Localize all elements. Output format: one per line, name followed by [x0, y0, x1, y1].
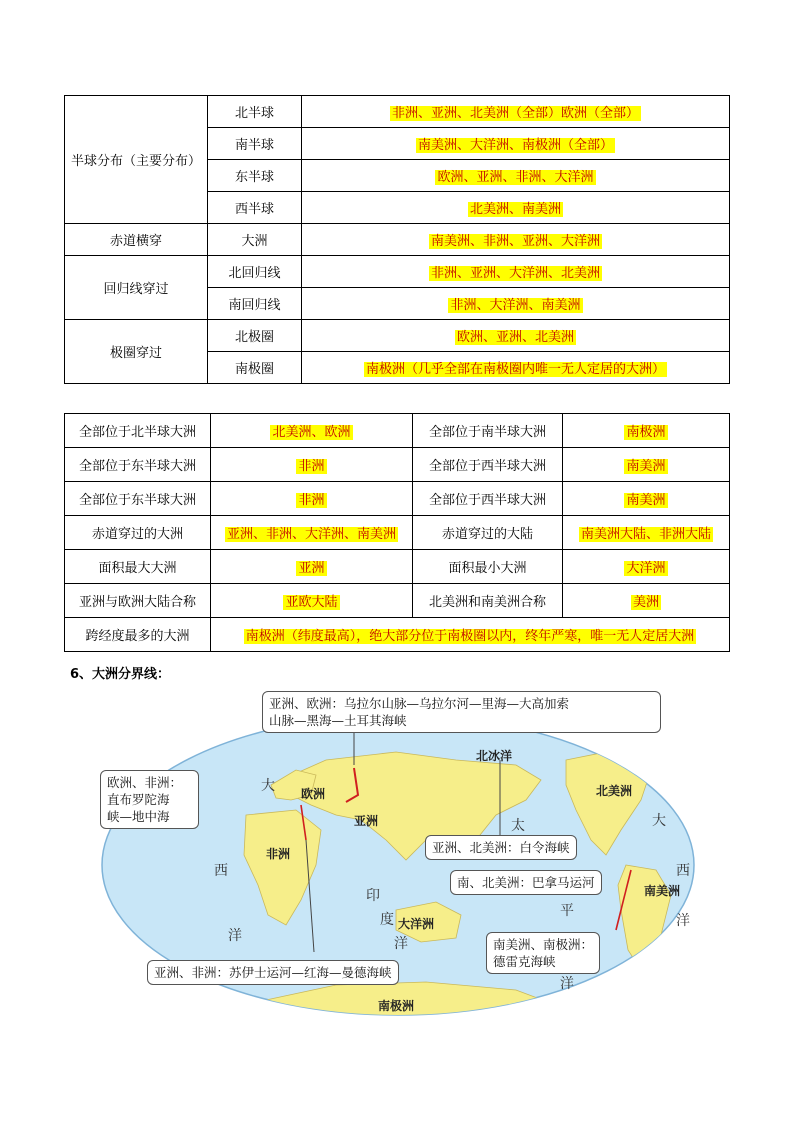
value-antarctic: 南极洲（几乎全部在南极圈内唯一无人定居的大洲）: [365, 362, 665, 377]
callout-text: 德雷克海峡: [493, 954, 556, 969]
row-key: 全部位于北半球大洲: [65, 414, 211, 448]
row-value: 亚洲、非洲、大洋洲、南美洲: [226, 527, 396, 542]
label-atlantic-3: 洋: [228, 928, 242, 944]
hemisphere-table: [64, 95, 730, 384]
group-tropic: 回归线穿过: [65, 256, 208, 320]
label-europe: 欧洲: [301, 787, 326, 801]
callout-text: 南、北美洲：巴拿马运河: [457, 875, 595, 890]
row-value: 大洋洲: [626, 561, 666, 576]
callout-text: 峡—地中海: [107, 809, 170, 824]
row-key: 全部位于南半球大洲: [413, 414, 563, 448]
label-atlantic-r2: 西: [676, 863, 690, 879]
label-equator: 大洲: [208, 224, 302, 256]
callout-europe-africa: [100, 770, 199, 829]
label-atlantic-1: 大: [261, 778, 275, 794]
row-value: 南美洲大陆、非洲大陆: [580, 527, 711, 542]
callout-text: 亚洲、非洲：苏伊士运河—红海—曼德海峡: [154, 965, 392, 980]
table-row: [65, 516, 730, 550]
row-value: 南极洲（纬度最高），绝大部分位于南极圈以内，终年严寒，唯一无人定居大洲: [245, 629, 695, 644]
row-value: 南美洲: [626, 493, 666, 508]
row-key: 面积最小大洲: [413, 550, 563, 584]
table-row: [65, 618, 730, 652]
label-atlantic-r3: 洋: [676, 913, 690, 929]
row-key: 全部位于东半球大洲: [65, 448, 211, 482]
label-antarctic: 南极圈: [208, 352, 302, 384]
label-indian-1: 印: [366, 888, 380, 904]
value-arctic: 欧洲、亚洲、北美洲: [456, 330, 574, 345]
label-africa: 非洲: [266, 847, 291, 861]
row-key: 北美洲和南美洲合称: [413, 584, 563, 618]
row-value: 非洲: [298, 459, 325, 474]
value-north: 非洲、亚洲、北美洲（全部）欧洲（全部）: [391, 106, 639, 121]
callout-text: 山脉—黑海—土耳其海峡: [269, 713, 407, 728]
callout-text: 直布罗陀海: [107, 792, 170, 807]
row-key: 跨经度最多的大洲: [65, 618, 211, 652]
label-antarctica: 南极洲: [378, 999, 415, 1013]
section-heading: 6、大洲分界线：: [70, 667, 171, 682]
callout-text: 欧洲、非洲：: [107, 775, 183, 790]
label-indian-3: 洋: [394, 936, 408, 952]
callout-asia-north-america: [425, 835, 577, 860]
row-value: 亚洲: [298, 561, 325, 576]
callout-panama: [450, 870, 602, 895]
label-atlantic-r1: 大: [652, 813, 666, 829]
value-tropic-s: 非洲、大洋洲、南美洲: [450, 298, 581, 313]
value-equator: 南美洲、非洲、亚洲、大洋洲: [430, 234, 600, 249]
row-key: 全部位于东半球大洲: [65, 482, 211, 516]
table-row: [65, 414, 730, 448]
row-key: 面积最大大洲: [65, 550, 211, 584]
row-key: 全部位于西半球大洲: [413, 482, 563, 516]
label-pacific-1: 太: [511, 818, 525, 834]
label-west: 西半球: [208, 192, 302, 224]
label-indian-2: 度: [380, 912, 394, 928]
label-asia: 亚洲: [354, 814, 379, 828]
row-key: 全部位于西半球大洲: [413, 448, 563, 482]
row-value: 美洲: [632, 595, 659, 610]
row-key: 赤道穿过的大洲: [65, 516, 211, 550]
continent-facts-table: [64, 413, 730, 652]
value-west: 北美洲、南美洲: [469, 202, 561, 217]
value-south: 南美洲、大洋洲、南极洲（全部）: [417, 138, 613, 153]
callout-text: 亚洲、北美洲：白令海峡: [432, 840, 570, 855]
table-row: [65, 550, 730, 584]
value-east: 欧洲、亚洲、非洲、大洋洲: [437, 170, 594, 185]
label-tropic-s: 南回归线: [208, 288, 302, 320]
label-pacific-2: 平: [560, 903, 574, 919]
label-tropic-n: 北回归线: [208, 256, 302, 288]
label-south-america: 南美洲: [644, 884, 681, 898]
row-key: 赤道穿过的大陆: [413, 516, 563, 550]
value-tropic-n: 非洲、亚洲、大洋洲、北美洲: [430, 266, 600, 281]
label-east: 东半球: [208, 160, 302, 192]
row-value: 北美洲、欧洲: [272, 425, 351, 440]
table-row: [65, 482, 730, 516]
callout-asia-africa: [147, 960, 399, 985]
label-north: 北半球: [208, 96, 302, 128]
callout-text: 亚洲、欧洲：乌拉尔山脉—乌拉尔河—里海—大高加索: [269, 696, 570, 711]
group-equator: 赤道横穿: [65, 224, 208, 256]
table-row: [65, 448, 730, 482]
label-arctic: 北极圈: [208, 320, 302, 352]
group-polar: 极圈穿过: [65, 320, 208, 384]
label-pacific-3: 洋: [560, 976, 574, 992]
label-arctic-ocean: 北冰洋: [476, 749, 513, 763]
label-oceania: 大洋洲: [398, 917, 435, 931]
callout-text: 南美洲、南极洲：: [493, 937, 594, 952]
label-north-america: 北美洲: [596, 784, 633, 798]
row-key: 亚洲与欧洲大陆合称: [65, 584, 211, 618]
callout-asia-europe: [262, 691, 661, 733]
label-atlantic-2: 西: [214, 863, 228, 879]
row-value: 南美洲: [626, 459, 666, 474]
row-value: 亚欧大陆: [285, 595, 338, 610]
row-value: 南极洲: [626, 425, 666, 440]
group-hemisphere: 半球分布（主要分布）: [65, 96, 208, 224]
table-row: [65, 584, 730, 618]
label-south: 南半球: [208, 128, 302, 160]
row-value: 非洲: [298, 493, 325, 508]
callout-drake-passage: [486, 932, 600, 974]
